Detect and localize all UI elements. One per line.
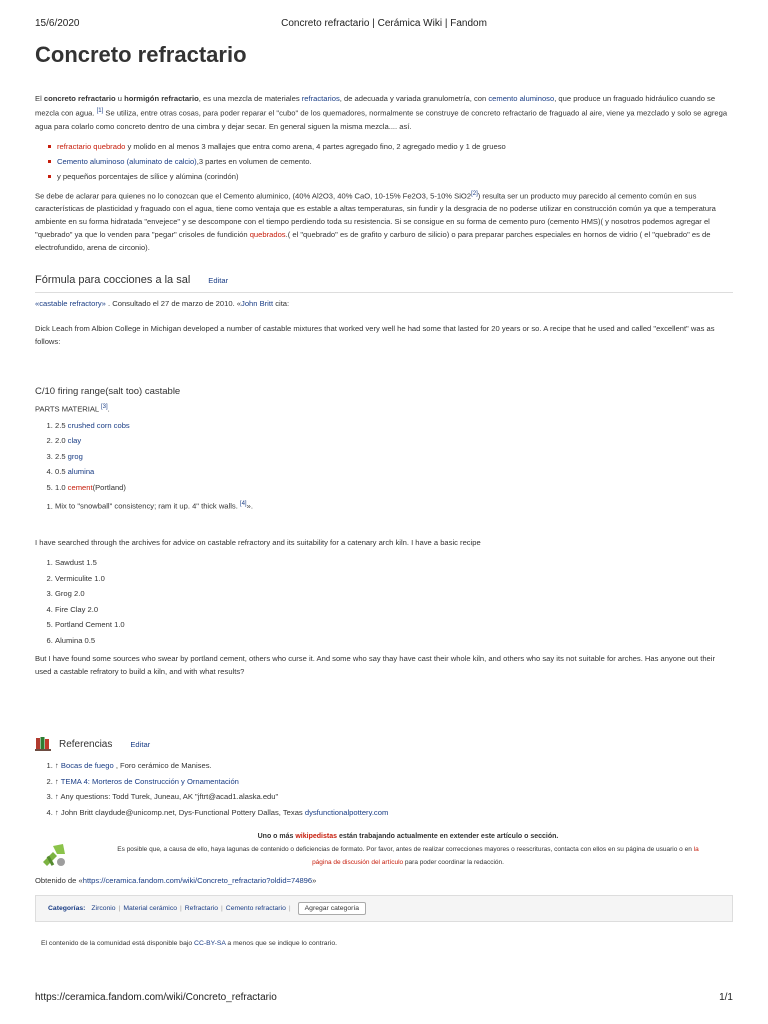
link-wikipedistas[interactable]: wikipedistas: [295, 833, 337, 841]
mixture-list: [35, 139, 733, 184]
paragraph-text: ) resulta ser un producto muy parecido al cemento común en sus características de plasticidad y fraguado con el agua, tiene como ventaja que es estable a altas temperaturas, sin fundir y la desgracia de no poderse utilizar en construcción común ya que a temperatura ambiente en su forma hidratada "envejece" y se descompone con el tiempo perdiendo toda su resistencia. Si se consigue en su forma de cemento puro (cemento HMS)( y nosotros podemos agregar el "quebrado" ya que lo venden para "pegar" crisoles de fundición: [35, 191, 716, 240]
qty: 2.0: [55, 436, 68, 446]
parts-label: PARTS MATERIAL: [35, 404, 101, 414]
ref-link-1[interactable]: [1]: [96, 108, 104, 114]
mix-end: ».: [246, 501, 253, 511]
cement-paragraph: [35, 188, 733, 255]
link-cemento-aluminoso[interactable]: cemento aluminoso: [488, 94, 555, 103]
qty: 2.5: [55, 420, 68, 430]
mix-text: Mix to "snowball" consistency; ram it up. 4" thick walls.: [55, 501, 240, 511]
intro-text: El: [35, 94, 44, 103]
list-item-text: y pequeños porcentajes de sílice y alúmina (corindón): [57, 171, 239, 181]
notice-text: [83, 830, 733, 870]
list-item: 3. Grog 2.0: [55, 586, 733, 602]
license-notice: [35, 940, 733, 947]
link-cemento-aluminoso[interactable]: Cemento aluminoso (aluminato de calcio): [57, 156, 197, 166]
list-item: [55, 449, 733, 465]
paragraph-text: Se debe de aclarar para quienes no lo conozcan que el Cemento aluminico, (40% Al2O3, 40% CaO, 10-15% Fe2O3, 5-10% SiO2: [35, 191, 472, 201]
category-link[interactable]: Refractario: [184, 905, 219, 913]
link-clay[interactable]: clay: [67, 436, 82, 446]
print-title: Concreto refractario | Cerámica Wiki | Fandom: [281, 18, 487, 29]
intro-text: Se utiliza, entre otras cosas, para poder reparar el "cubo" de los quemadores, normalmente se construye de concreto refractario de fraguado al aire, viene ya mezclado y solo se agrega agua para colarlo como concreto dentro de una cimbra y dejar secar. En general siguen la misma mezcla.... así.: [35, 108, 728, 131]
references-heading: [35, 736, 733, 752]
ref-suffix: , Foro cerámico de Manises.: [113, 761, 212, 771]
link-grog[interactable]: grog: [67, 451, 83, 461]
notice-line1: Uno o más: [257, 833, 296, 841]
link-refractario-quebrado[interactable]: refractario quebrado: [57, 141, 126, 151]
qty-note: (Portland): [92, 482, 126, 492]
list-item: [55, 418, 733, 434]
page-title: Concreto refractario: [35, 42, 247, 67]
category-link[interactable]: Zirconio: [91, 905, 116, 913]
ref-prefix: ↑: [55, 761, 61, 771]
link-tema-4[interactable]: TEMA 4: Morteros de Construcción y Ornamentación: [60, 776, 239, 786]
intro-text: u: [115, 94, 125, 103]
categories-bar: Categorías: Zirconio | Material cerámico | Refractario | Cemento refractario | Agregar categoría: [35, 895, 733, 922]
page-number: 1/1: [719, 992, 733, 1003]
list-item: [57, 154, 733, 169]
list-item-text: ,3 partes en volumen de cemento.: [196, 156, 312, 166]
link-oldid[interactable]: https://ceramica.fandom.com/wiki/Concreto_refractario?oldid=74896: [82, 876, 313, 886]
link-dysfunctional-pottery[interactable]: dysfunctionalpottery.com: [304, 807, 389, 817]
link-crushed-corn-cobs[interactable]: crushed corn cobs: [67, 420, 130, 430]
search-paragraph: I have searched through the archives for advice on castable refractory and its suitability for a catenary arch kiln. I have a basic recipe: [35, 538, 481, 548]
list-item: [55, 497, 733, 514]
edit-link[interactable]: Editar: [208, 276, 229, 286]
mix-list: [35, 497, 733, 514]
notice-line3: para poder coordinar la redacción.: [403, 859, 504, 867]
question-paragraph: But I have found some sources who swear by portland cement, others who curse it. And some who say thay have cast their whole kiln, and others who say its not suitable for arches. Has anyone out their used a castable refratory to build a kiln, and with what results?: [35, 654, 715, 677]
add-category-button[interactable]: Agregar categoría: [298, 902, 366, 915]
citation-text: cita:: [273, 299, 290, 309]
ref-prefix: ↑ John Britt claydude@unicomp.net, Dys-Functional Pottery Dallas, Texas: [55, 807, 305, 817]
list-item: 5. Portland Cement 1.0: [55, 617, 733, 633]
qty: 2.5: [55, 451, 68, 461]
ref-link-4[interactable]: [4]: [239, 501, 247, 508]
print-url: https://ceramica.fandom.com/wiki/Concreto_refractario: [35, 992, 277, 1003]
obtained-from: [35, 874, 733, 887]
books-icon: [35, 736, 51, 752]
edit-link[interactable]: Editar: [130, 739, 151, 749]
tools-icon: [39, 840, 69, 870]
ref-prefix: ↑: [55, 776, 61, 786]
link-john-britt[interactable]: John Britt: [241, 299, 274, 309]
print-date: 15/6/2020: [35, 18, 80, 29]
list-item: 4. Fire Clay 2.0: [55, 602, 733, 618]
ref-link-3[interactable]: [3]: [100, 404, 108, 411]
term-bold: hormigón refractario: [124, 94, 199, 103]
paragraph-text: .( el "quebrado" es de grafito y carburo de silicio) o para preparar parches especiales en hornos de vidrio ( el "quebrado" es de electrofundido, arena de circonio).: [35, 230, 711, 253]
list-item: [57, 139, 733, 154]
basic-recipe-list: [35, 555, 733, 648]
reference-item: [55, 789, 733, 805]
list-item: [57, 169, 733, 184]
list-item: 6. Alumina 0.5: [55, 633, 733, 649]
list-item: [55, 464, 733, 480]
term-bold: concreto refractario: [43, 94, 116, 103]
obtained-label: Obtenido de «: [35, 876, 83, 886]
section-heading-formula: [35, 274, 733, 293]
reference-item: [55, 774, 733, 790]
license-text: El contenido de la comunidad está disponible bajo: [41, 940, 195, 948]
category-link[interactable]: Cemento refractario: [225, 905, 286, 913]
work-in-progress-notice: [35, 830, 733, 870]
parts-end: .: [107, 404, 110, 414]
castable-recipe-list: [35, 418, 733, 496]
list-item: 1. Sawdust 1.5: [55, 555, 733, 571]
list-item-text: y molido en al menos 3 mallajes que entra como arena, 4 partes agregado fino, 2 agregado medio y 1 de grueso: [125, 141, 506, 151]
category-link[interactable]: Material cerámico: [123, 905, 177, 913]
reference-item: [55, 805, 733, 821]
link-quebrados[interactable]: quebrados: [249, 230, 286, 240]
notice-line2: Es posible que, a causa de ello, haya lagunas de contenido o deficiencias de formato. Por favor, antes de realizar correcciones mayores o reescrituras, contacta con ellos en su página de usuario o en: [117, 846, 694, 854]
parts-material: [35, 401, 733, 416]
qty: 0.5: [55, 467, 68, 477]
citation-text: . Consultado el 27 de marzo de 2010. «: [105, 299, 242, 309]
notice-line1-end: están trabajando actualmente en extender este artículo o sección.: [337, 833, 559, 841]
license-text-end: a menos que se indique lo contrario.: [225, 940, 337, 948]
link-castable-refractory[interactable]: «castable refractory»: [35, 299, 106, 309]
intro-text: , es una mezcla de materiales: [198, 94, 302, 103]
list-item: [55, 480, 733, 496]
article: [35, 42, 733, 947]
intro-paragraph: [35, 92, 733, 133]
link-alumina[interactable]: alumina: [67, 467, 95, 477]
references-title: Referencias: [59, 738, 113, 750]
ref-link-2[interactable]: [2]: [471, 190, 478, 197]
link-cc-by-sa[interactable]: CC-BY-SA: [194, 940, 226, 948]
print-header: [35, 18, 733, 32]
references-list: [35, 758, 733, 820]
list-item: 2. Vermiculite 1.0: [55, 571, 733, 587]
intro-text: , de adecuada y variada granulometría, con: [339, 94, 489, 103]
intro-text: , que produce un fraguado hidráulico cuando se mezcla con agua.: [35, 94, 716, 118]
citation: [35, 297, 733, 310]
quote-paragraph: Dick Leach from Albion College in Michigan developed a number of castable mixtures that worked very well he had some that lasted for 20 years or so. A recipe that he used and called "excellent" was as follows:: [35, 324, 715, 347]
reference-item: [55, 758, 733, 774]
link-bocas-de-fuego[interactable]: Bocas de fuego: [60, 761, 114, 771]
link-la[interactable]: la: [693, 846, 699, 854]
ref-prefix: ↑ Any questions: Todd Turek, Juneau, AK "jftrt@acad1.alaska.edu": [55, 792, 279, 802]
section-title: Fórmula para cocciones a la sal: [35, 274, 191, 287]
subsection-heading: C/10 firing range(salt too) castable: [35, 386, 181, 398]
link-discussion-page[interactable]: página de discusión del artículo: [312, 859, 404, 867]
list-item: [55, 433, 733, 449]
link-cement[interactable]: cement: [67, 482, 93, 492]
obtained-end: »: [312, 876, 317, 886]
qty: 1.0: [55, 482, 68, 492]
link-refractarios[interactable]: refractarios: [301, 94, 340, 103]
categories-label: Categorías:: [48, 905, 86, 913]
